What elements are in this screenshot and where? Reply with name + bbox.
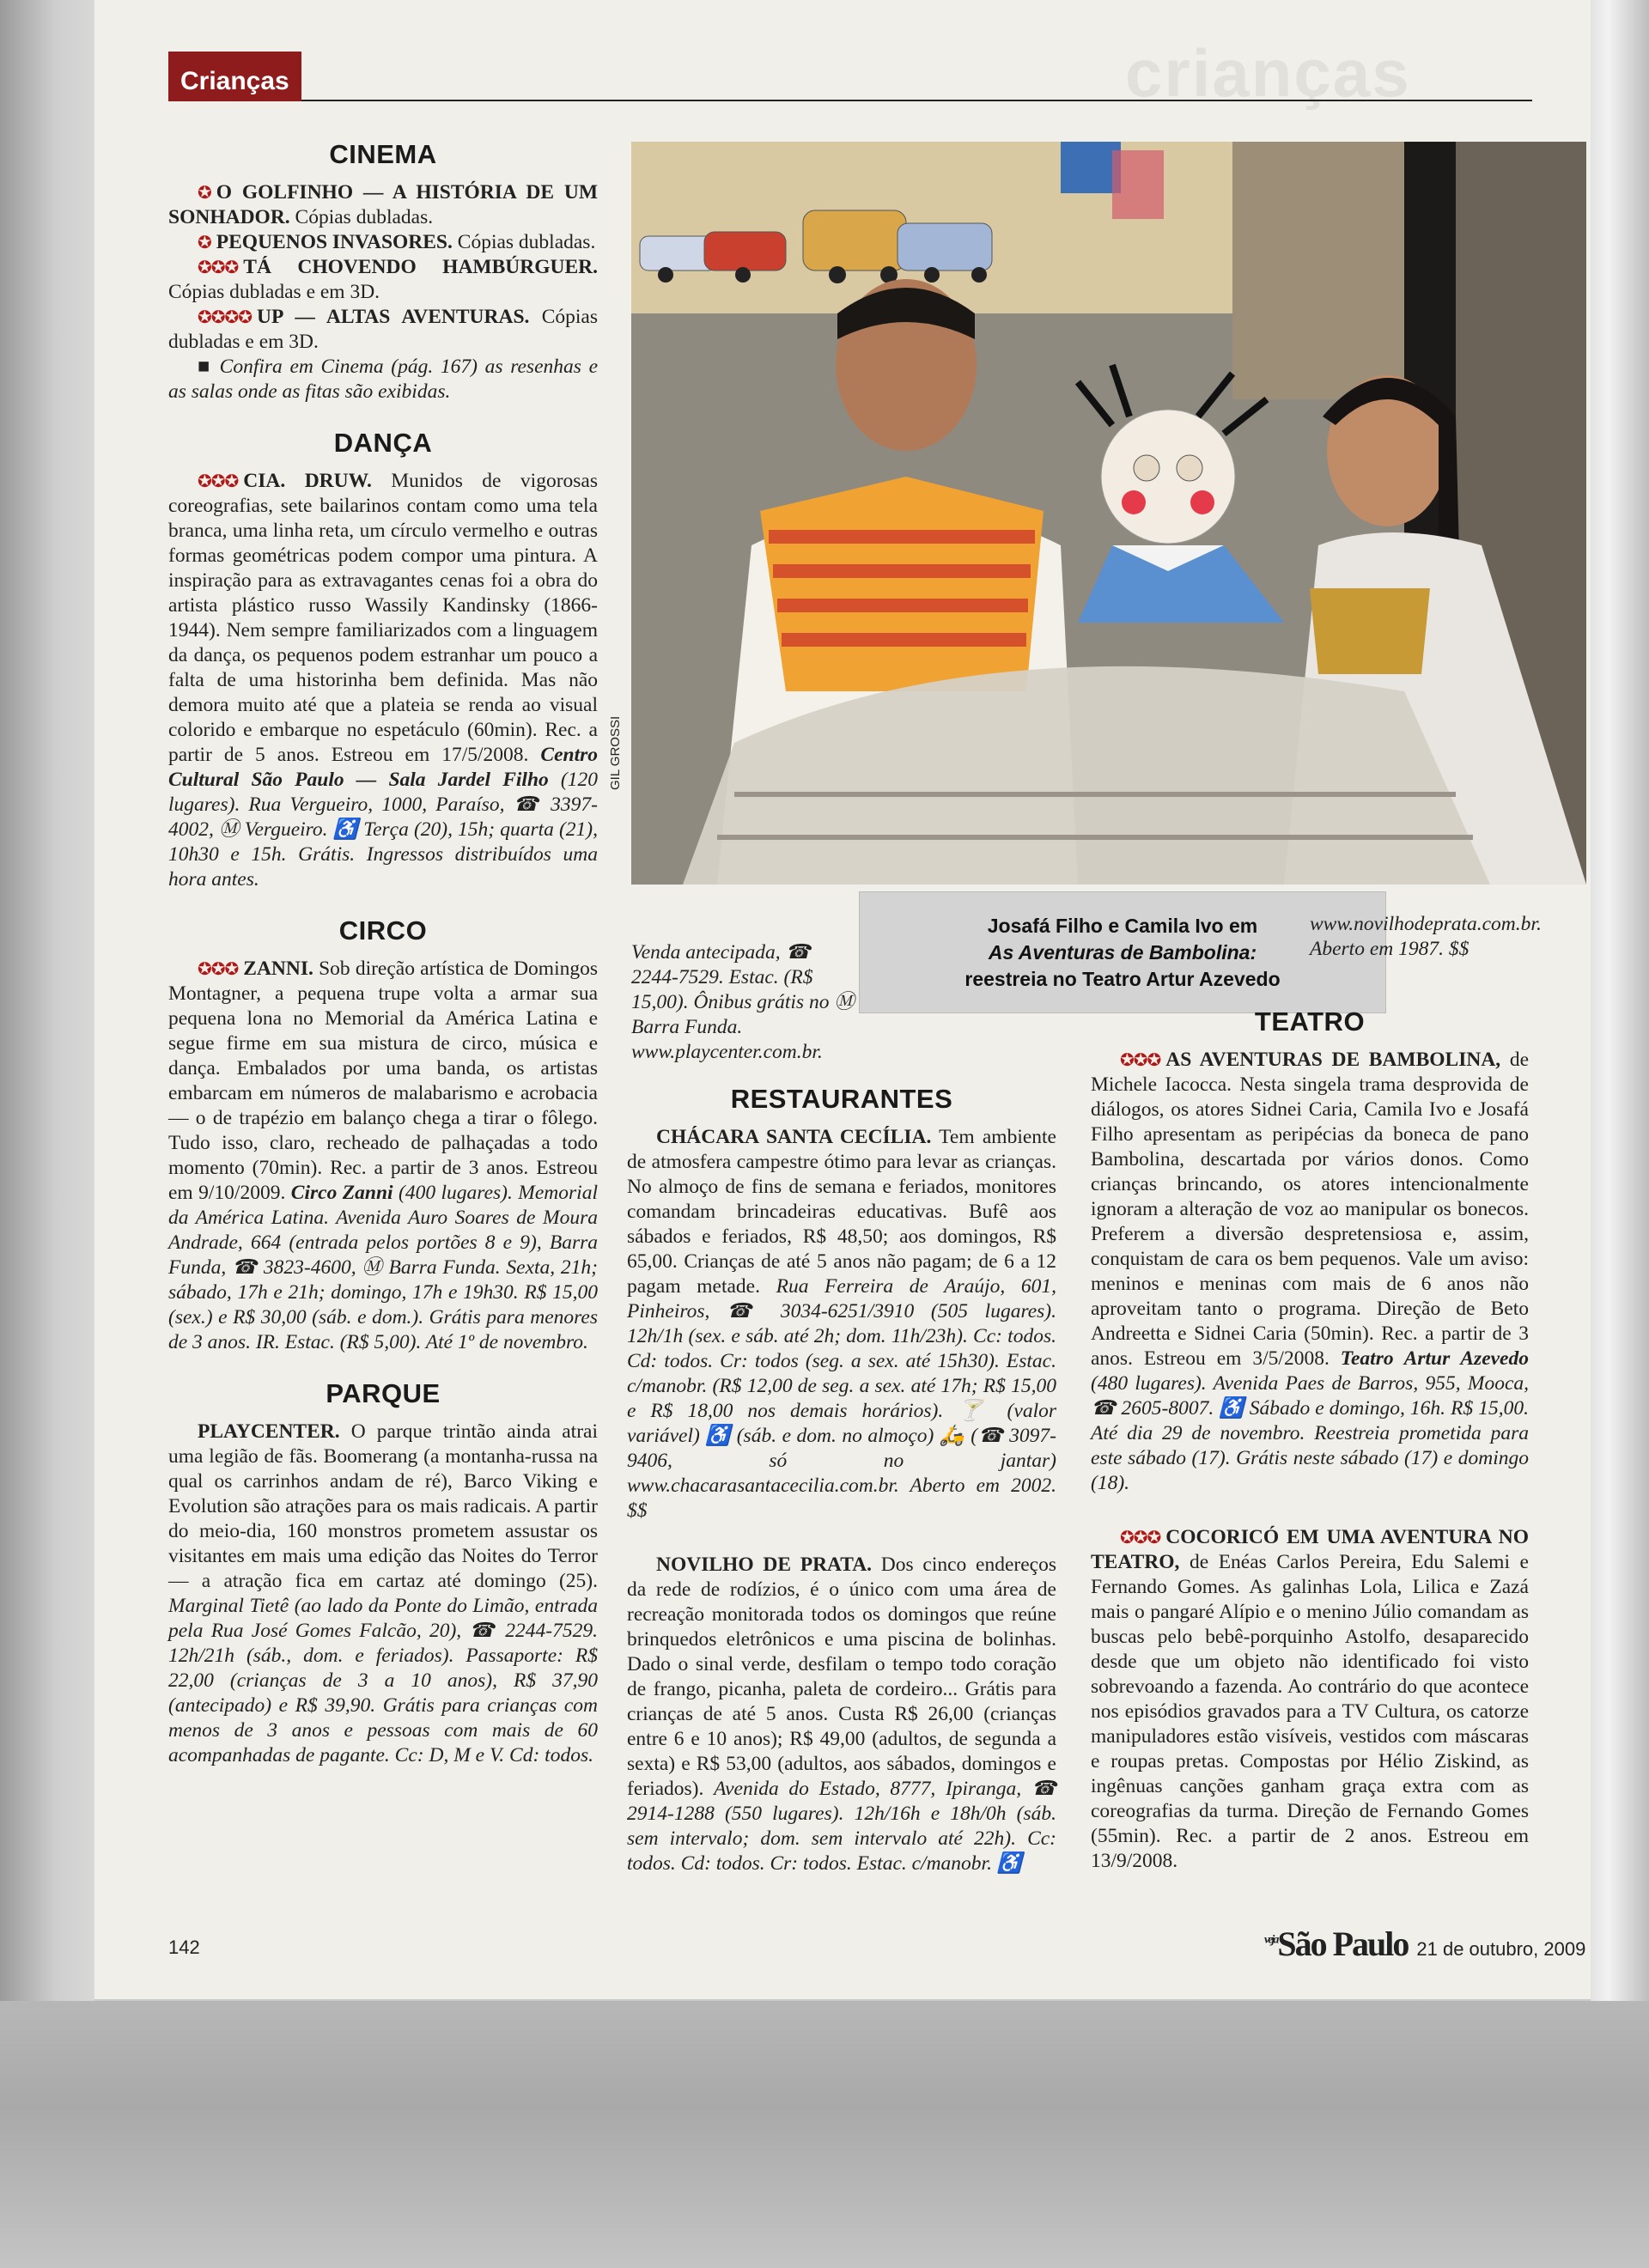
caption-line-3: reestreia no Teatro Artur Azevedo [964,967,1281,990]
cinema-item: ✪✪✪✪ UP — ALTAS AVENTURAS. Cópias dubladas e em 3D. [168,306,599,353]
magazine-logo: $^{veja}$São Paulo [1264,1924,1409,1963]
caption-line-1: Josafá Filho e Camila Ivo em [987,914,1258,937]
photo-credit: GIL GROSSI [608,715,623,790]
cinema-item: ✪ O GOLFINHO — A HISTÓRIA DE UM SONHADOR. Cópias dubladas. [168,181,598,228]
parque-heading: PARQUE [326,1378,441,1408]
scan-background [0,2001,1649,2268]
restaurant-item: CHÁCARA SANTA CECÍLIA. Tem ambiente de atmosfera campestre ótimo para levar as crianças. No almoço de fins de semana e feriados, monitores comandam brincadeiras educativas. Bufê aos sábados e feriados, R$ 48,50; aos domingos, R$ 65,00. Crianças de até 5 anos não pagam; de 6 a 12 pagam metade. Rua Ferreira de Araújo, 601, Pinheiros, ☎ 3034-6251/3910 (505 lugares). 12h/1h (sex. e sáb. até 2h; dom. 11h/23h). Cc: todos. Cd: todos. Cr: todos (seg. a sex. até 15h30). Estac. c/manobr. (R$ 12,00 de seg. a sex. até 17h; R$ 15,00 e R$ 18,00 nos demais horários). 🍸 (valor variável) ♿ (sáb. e dom. no almoço) 🛵 (☎ 3097-9406, só no jantar) www.chacarasantacecilia.com.br. Aberto em 2002. $$ [627,1126,1056,1522]
faded-section-heading: crianças [1125,35,1411,111]
teatro-item: ✪✪✪ COCORICÓ EM UMA AVENTURA NO TEATRO, de Enéas Carlos Pereira, Edu Salemi e Fernando Gomes. As galinhas Lola, Lilica e Zazá mais o pangaré Alípio e o menino Júlio comandam as buscas pelo bebê-porquinho Astolfo, desaparecido desde que um objeto não identificado foi visto sobrevoando a fazenda. Ao contrário do que acontece nos episódios gravados para a TV Cultura, os catorze manipuladores estão visíveis, vestidos com máscaras e roupas pretas. Compostas por Hélio Ziskind, as ingênuas canções ganham graça extra com as coreografias da turma. Direção de Fernando Gomes (55min). Rec. a partir de 2 anos. Estreou em 13/9/2008. [1091,1526,1529,1872]
danca-heading: DANÇA [333,428,433,458]
restaurantes-heading: RESTAURANTES [730,1084,953,1114]
rating-icon: ✪✪✪ [1120,1049,1161,1070]
photo-caption [859,891,1386,1013]
cinema-item: ✪ PEQUENOS INVASORES. Cópias dubladas. [198,231,596,253]
restaurant-item: NOVILHO DE PRATA. Dos cinco endereços da rede de rodízios, é o único com uma área de recreação monitorada todos os domingos que reúne brinquedos eletrônicos e uma piscina de bolinhas. Dado o sinal verde, desfilam o tempo todo coração de frango, picanha, paleta de cordeiro... Grátis para crianças de até 5 anos. Custa R$ 26,00 (crianças entre 6 e 10 anos); R$ 49,00 (adultos, de segunda a sexta) e R$ 53,00 (adultos, aos sábados, domingos e feriados). Avenida do Estado, 8777, Ipiranga, ☎ 2914-1288 (550 lugares). 12h/16h e 18h/0h (sáb. sem intervalo; dom. sem intervalo até 22h). Cc: todos. Cd: todos. Cr: todos. Estac. c/manobr. ♿ [627,1554,1057,1875]
cinema-note: ■ Confira em Cinema (pág. 167) as resenhas e as salas onde as fitas são exibidas. [168,356,598,403]
rating-icon: ✪✪✪ [198,958,239,979]
column-right [1091,1000,1529,1874]
circo-heading: CIRCO [338,915,428,946]
caption-line-2: As Aventuras de Bambolina: [988,940,1257,964]
issue-date: 21 de outubro, 2009 [1416,1938,1586,1960]
magazine-page [94,0,1591,1999]
column-left [168,139,599,1768]
rating-icon: ✪✪✪ [198,471,239,491]
header-rule [168,52,1532,101]
danca-item: ✪✪✪ CIA. DRUW. Munidos de vigorosas coreografias, sete bailarinos contam como uma tela branca, uma linha reta, um círculo vermelho e outras formas geométricas podem compor uma pintura. A inspiração para as extravagantes cenas foi a obra do artista plástico russo Wassily Kandinsky (1866-1944). Nem sempre familiarizados com a linguagem da dança, os pequenos podem estranhar um pouco a falta de uma historinha bem definida. Mas não demora muito até que a plateia se renda ao visual colorido e embarque no espetáculo (60min). Rec. a partir de 5 anos. Estreou em 17/5/2008. Centro Cultural São Paulo — Sala Jardel Filho (120 lugares). Rua Vergueiro, 1000, Paraíso, ☎ 3397-4002, Ⓜ Vergueiro. ♿ Terça (20), 15h; quarta (21), 10h30 e 15h. Grátis. Ingressos distribuídos uma hora antes. [168,470,599,891]
footer-folio [1264,1924,1585,1964]
parque-item: PLAYCENTER. O parque trintão ainda atrai uma legião de fãs. Boomerang (a montanha-russa na qual os carrinhos andam de ré), Barco Viking e Evolution são atrações para os mais radicais. A partir do meio-dia, 160 monstros prometem assustar os visitantes em mais uma edição das Noites do Terror — a atração fica em cartaz até domingo (25). Marginal Tietê (ao lado da Ponte do Limão, entrada pela Rua José Gomes Falcão, 20), ☎ 2244-7529. 12h/21h (sáb., dom. e feriados). Passaporte: R$ 22,00 (crianças de 3 a 10 anos), R$ 37,90 (antecipado) e R$ 39,90. Grátis para crianças com menos de 3 anos e pessoas com mais de 60 acompanhadas de pagante. Cc: D, M e V. Cd: todos. [168,1420,598,1766]
rating-icon: ✪✪✪✪ [198,307,253,327]
rating-icon: ✪✪✪ [198,257,239,277]
scan-edge-left [0,0,94,2268]
rating-icon: ✪ [198,232,211,252]
circo-item: ✪✪✪ ZANNI. Sob direção artística de Domingos Montagner, a pequena trupe volta a armar sua pequena lona no Memorial da América Latina e segue firme em sua mistura de circo, música e dança. Embalados por uma banda, os artistas embarcam em números de malabarismo e acrobacia — o de trapézio em balanço chega a tirar o fôlego. Tudo isso, claro, recheado de palhaçadas a todo momento (70min). Rec. a partir de 3 anos. Estreou em 9/10/2009. Circo Zanni (400 lugares). Memorial da América Latina. Avenida Auro Soares de Moura Andrade, 664 (entrada pelos portões 8 e 9), Barra Funda, ☎ 3823-4600, Ⓜ Barra Funda. Sexta, 21h; sábado, 17h e 21h; domingo, 17h e 19h30. R$ 15,00 (sex.) e R$ 30,00 (sáb. e dom.). Grátis para menores de 3 anos. IR. Estac. (R$ 5,00). Até 1º de novembro. [168,958,598,1353]
section-tab: Crianças [168,52,301,101]
page-number: 142 [168,1937,200,1958]
restaurant-continued: www.novilhodeprata.com.br. Aberto em 1987. $$ [1310,913,1542,960]
scan-edge-right [1591,0,1649,2044]
puppet-scene-illustration [631,142,1586,885]
hero-photo [631,142,1586,885]
rating-icon: ✪✪✪ [1120,1527,1161,1547]
column-middle [627,1086,1056,1876]
teatro-heading: TEATRO [1254,1006,1366,1037]
cinema-heading: CINEMA [329,139,437,169]
cinema-item: ✪✪✪ TÁ CHOVENDO HAMBÚRGUER. Cópias dubladas e em 3D. [168,256,598,303]
teatro-item: ✪✪✪ AS AVENTURAS DE BAMBOLINA, de Michele Iacocca. Nesta singela trama desprovida de diálogos, os atores Sidnei Caria, Camila Ivo e Josafá Filho apresentam as peripécias da boneca de pano Bambolina, descartada por vários donos. Como crianças brincando, os atores intencionalmente ignoram a alteração de voz ao manipular os bonecos. Preferem a diversão despretensiosa e, assim, conquistam de cara os bem pequenos. Vale um aviso: meninos e meninas com mais de 6 anos não aproveitam tanto o programa. Direção de Beto Andreetta e Sidnei Caria (50min). Rec. a partir de 3 anos. Estreou em 3/5/2008. Teatro Artur Azevedo (480 lugares). Avenida Paes de Barros, 955, Mooca, ☎ 2605-8007. ♿ Sábado e domingo, 16h. R$ 15,00. Até dia 29 de novembro. Reestreia prometida para este sábado (17). Grátis neste sábado (17) e domingo (18). [1091,1049,1529,1494]
parque-continued: Venda antecipada, ☎ 2244-7529. Estac. (R$ 15,00). Ônibus grátis no Ⓜ Barra Funda. www.playcenter.com.br. [631,941,855,1063]
rating-icon: ✪ [198,182,211,203]
